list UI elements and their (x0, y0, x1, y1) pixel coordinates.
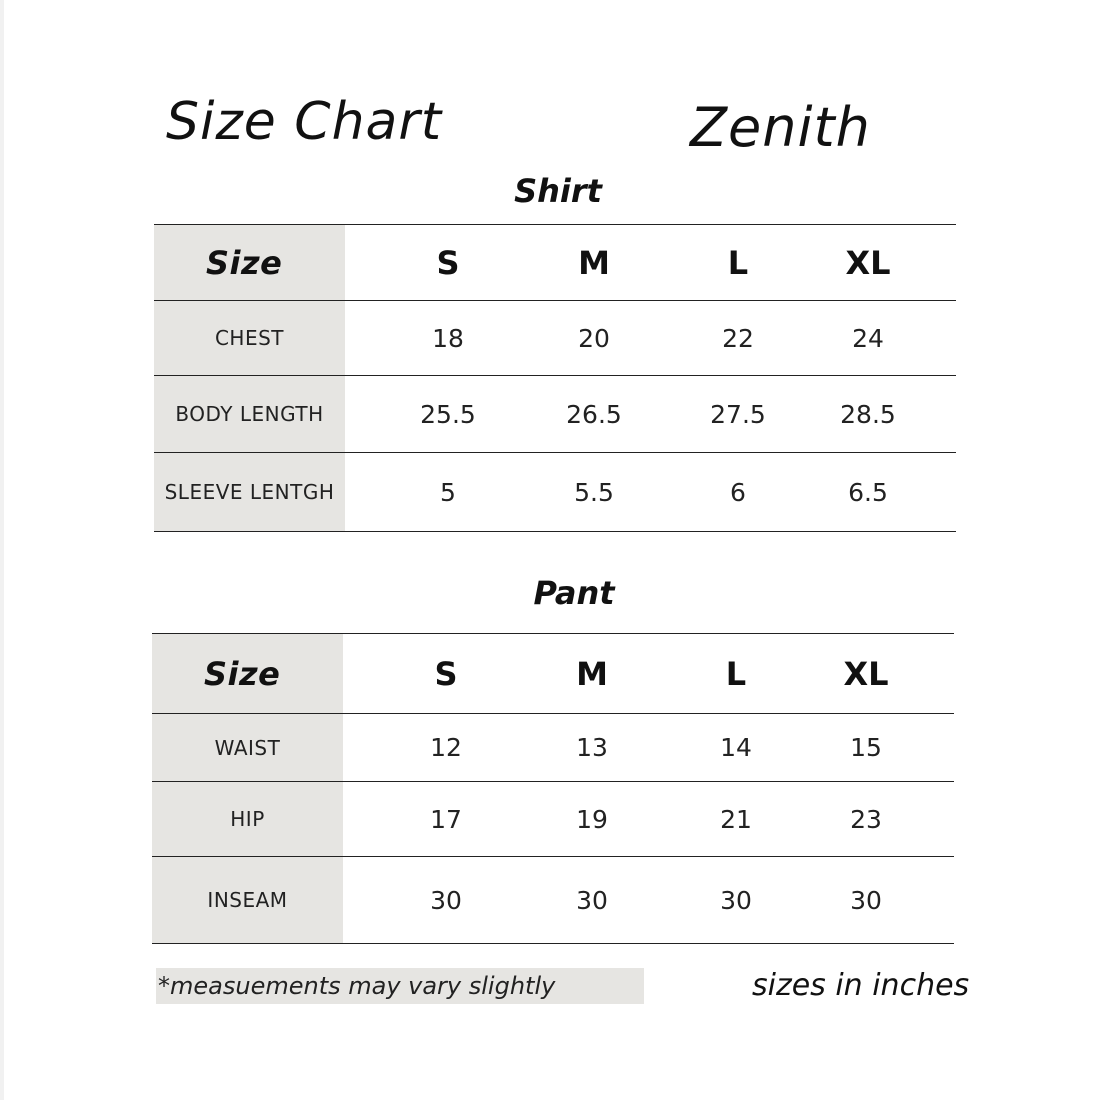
shirt-size-table (154, 224, 956, 532)
table-cell: 18 (432, 323, 464, 353)
table-cell: 30 (850, 885, 882, 915)
row-label-sleeve-length: SLEEVE LENTGH (154, 453, 345, 531)
table-row (152, 714, 954, 782)
table-cell: 24 (852, 323, 884, 353)
table-cell: 30 (430, 885, 462, 915)
page-title: Size Chart (166, 92, 443, 152)
pant-size-l: L (725, 654, 747, 693)
row-label-hip: HIP (152, 782, 343, 856)
table-cell: 27.5 (710, 399, 766, 429)
pant-header-row (152, 633, 954, 714)
table-cell: 6 (730, 477, 746, 507)
table-cell: 28.5 (840, 399, 896, 429)
row-label-waist: WAIST (152, 714, 343, 781)
units-note: sizes in inches (752, 968, 970, 1003)
row-label-inseam: INSEAM (152, 857, 343, 943)
shirt-size-m: M (578, 243, 610, 282)
table-cell: 25.5 (420, 399, 476, 429)
table-row (154, 301, 956, 376)
measurement-disclaimer: *measuements may vary slightly (156, 968, 644, 1004)
table-cell: 20 (578, 323, 610, 353)
table-cell: 30 (720, 885, 752, 915)
table-cell: 15 (850, 733, 882, 762)
page-edge (0, 0, 4, 1100)
pant-size-heading: Size (152, 634, 343, 713)
pant-size-xl: XL (843, 654, 889, 693)
table-cell: 5.5 (574, 477, 614, 507)
table-row (154, 376, 956, 453)
table-row (152, 782, 954, 857)
table-cell: 19 (576, 804, 608, 834)
shirt-size-s: S (436, 243, 460, 282)
pant-section-title: Pant (533, 574, 615, 612)
row-label-chest: CHEST (154, 301, 345, 375)
table-cell: 23 (850, 804, 882, 834)
table-cell: 17 (430, 804, 462, 834)
shirt-size-xl: XL (845, 243, 891, 282)
shirt-size-heading: Size (154, 225, 345, 300)
pant-size-s: S (434, 654, 458, 693)
table-cell: 13 (576, 733, 608, 762)
pant-size-m: M (576, 654, 608, 693)
table-cell: 22 (722, 323, 754, 353)
table-cell: 26.5 (566, 399, 622, 429)
shirt-header-row (154, 224, 956, 301)
table-row (154, 453, 956, 532)
shirt-size-l: L (727, 243, 749, 282)
shirt-section-title: Shirt (514, 172, 602, 210)
table-cell: 21 (720, 804, 752, 834)
table-cell: 12 (430, 733, 462, 762)
table-cell: 5 (440, 477, 456, 507)
table-row (152, 857, 954, 944)
table-cell: 6.5 (848, 477, 888, 507)
table-cell: 14 (720, 733, 752, 762)
table-cell: 30 (576, 885, 608, 915)
pant-size-table (152, 633, 954, 944)
brand-name: Zenith (690, 96, 871, 159)
row-label-body-length: BODY LENGTH (154, 376, 345, 452)
